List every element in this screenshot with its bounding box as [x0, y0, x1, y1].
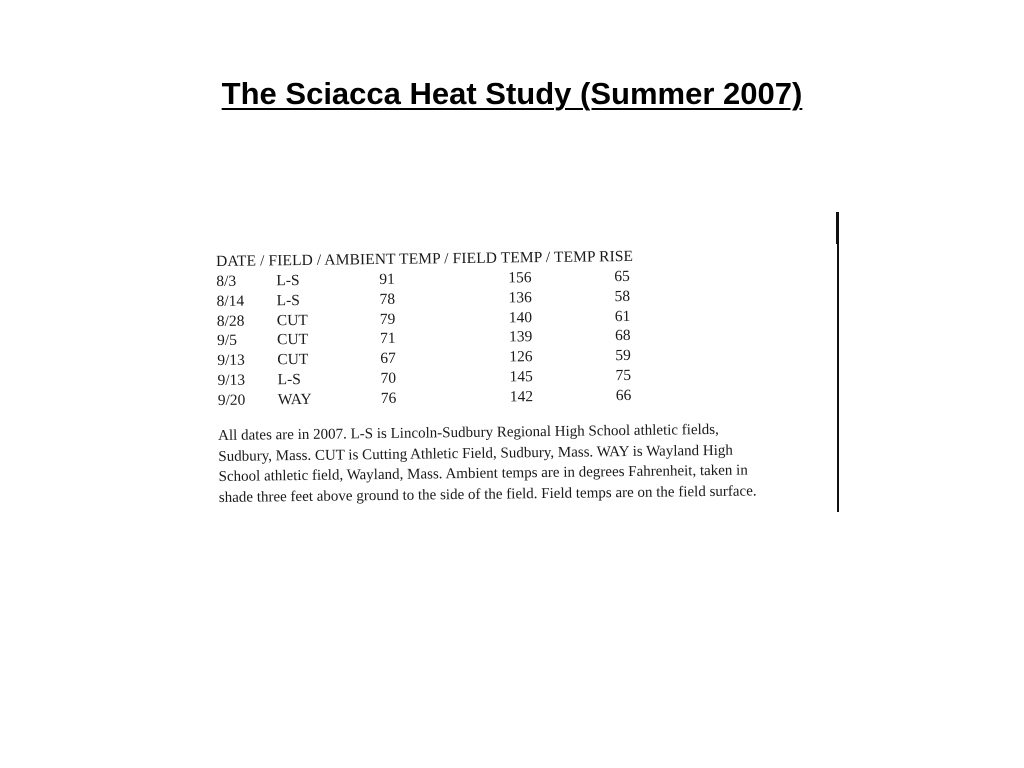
- table-row: [218, 386, 635, 411]
- cell-ambient-temp: 79: [379, 310, 396, 328]
- footnote-line: School athletic field, Wayland, Mass. Ambient temps are in degrees Fahrenheit, taken in: [218, 462, 748, 485]
- cell-field: L-S: [276, 291, 300, 310]
- cell-field-temp: 139: [508, 328, 533, 346]
- cell-date: 8/28: [216, 312, 245, 330]
- cell-field-temp: 140: [508, 308, 533, 327]
- table-header: DATE / FIELD / AMBIENT TEMP / FIELD TEMP / TEMP RISE: [216, 247, 634, 270]
- cell-temp-rise: 68: [614, 327, 631, 345]
- cell-date: 8/3: [216, 272, 237, 290]
- cell-field-temp: 126: [509, 348, 533, 366]
- cell-field-temp: 142: [509, 387, 534, 406]
- cell-ambient-temp: 71: [379, 330, 396, 348]
- cell-date: 8/14: [216, 292, 245, 310]
- cell-ambient-temp: 67: [380, 349, 396, 368]
- cell-ambient-temp: 76: [380, 389, 397, 407]
- scanned-table-image: [210, 212, 842, 514]
- cell-field: WAY: [277, 390, 312, 409]
- cell-field: L-S: [276, 271, 300, 290]
- cell-temp-rise: 66: [615, 386, 632, 404]
- table-footnote: [218, 418, 837, 508]
- cell-date: 9/5: [216, 332, 238, 350]
- cell-temp-rise: 75: [615, 366, 632, 385]
- cell-temp-rise: 65: [614, 267, 630, 286]
- cell-field: CUT: [276, 331, 309, 349]
- footnote-line: All dates are in 2007. L-S is Lincoln-Sudbury Regional High School athletic fields,: [218, 421, 719, 444]
- cell-date: 9/20: [217, 391, 246, 409]
- cell-date: 9/13: [217, 351, 245, 370]
- cell-ambient-temp: 91: [379, 270, 395, 289]
- cell-ambient-temp: 70: [380, 369, 397, 387]
- table-body: [216, 267, 635, 411]
- footnote-line: shade three feet above ground to the side of the field. Field temps are on the field surface.: [218, 482, 757, 506]
- footnote-line: Sudbury, Mass. CUT is Cutting Athletic Field, Sudbury, Mass. WAY is Wayland High: [218, 442, 733, 465]
- cell-temp-rise: 59: [615, 347, 631, 365]
- slide-title: The Sciacca Heat Study (Summer 2007): [221, 76, 803, 111]
- cell-temp-rise: 58: [614, 287, 631, 305]
- cell-field: CUT: [277, 351, 309, 369]
- cell-date: 9/13: [217, 371, 246, 389]
- cell-temp-rise: 61: [614, 307, 631, 325]
- temperature-table: [216, 247, 635, 411]
- cell-field-temp: 136: [508, 288, 532, 307]
- cell-ambient-temp: 78: [379, 290, 396, 308]
- cell-field-temp: 156: [508, 269, 532, 287]
- scan-edge-line: [837, 214, 839, 512]
- cell-field-temp: 145: [509, 368, 533, 386]
- cell-field: CUT: [276, 311, 308, 329]
- cell-field: L-S: [277, 370, 301, 389]
